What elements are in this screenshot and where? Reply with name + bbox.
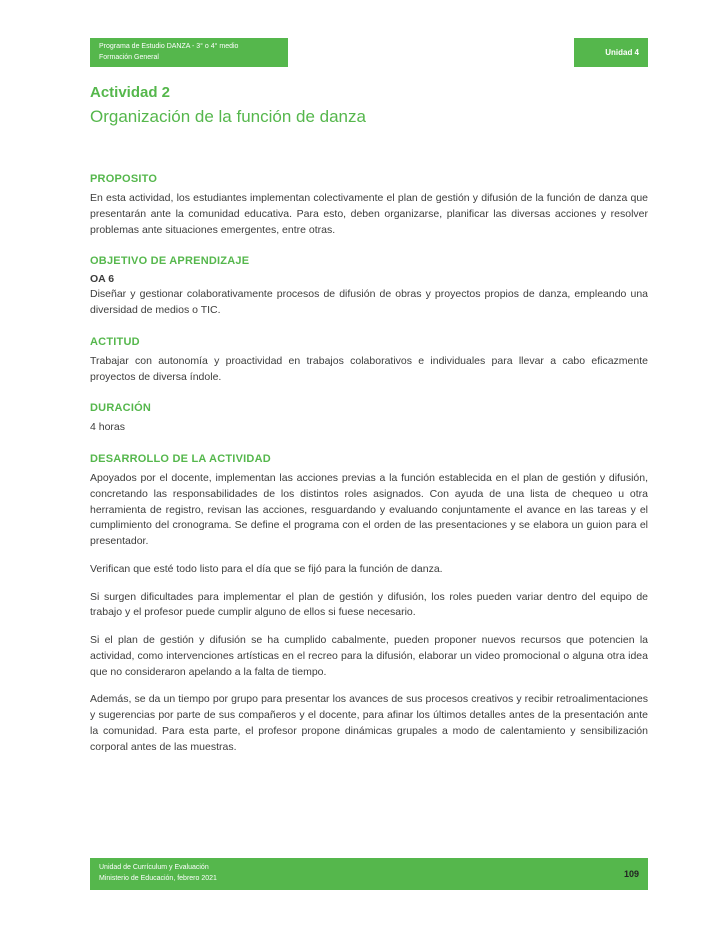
page-header xyxy=(90,38,648,67)
activity-name: Organización de la función de danza xyxy=(90,107,366,126)
header-program-title: Programa de Estudio DANZA - 3° o 4° medio xyxy=(99,43,239,50)
footer-line-2: Ministerio de Educación, febrero 2021 xyxy=(99,875,217,882)
desarrollo-paragraph-1: Apoyados por el docente, implementan las acciones previas a la función establecida en el plan de gestión y difusión, concretando las responsabilidades de los distintos roles asignados. Con ayuda de una lista de chequeo u otra herramienta de registro, revisan las acciones, resguardando y evaluando conjuntamente el avance en las tareas y el cumplimiento del cronograma. Se define el programa con el orden de las presentaciones y se elabora un guion para el presentador. xyxy=(90,472,648,547)
footer-publisher xyxy=(99,863,217,885)
section-duracion xyxy=(90,402,648,436)
actitud-paragraph: Trabajar con autonomía y proactividad en trabajos colaborativos e individuales para llevar a cabo eficazmente proyectos de diversa índole. xyxy=(90,354,648,383)
section-heading-proposito: PROPOSITO xyxy=(90,173,158,185)
section-desarrollo xyxy=(90,453,648,755)
duracion-value: 4 horas xyxy=(90,421,126,434)
objetivo-paragraph: Diseñar y gestionar colaborativamente procesos de difusión de obras y proyectos propios de danza, empleando una diversidad de medios o TIC. xyxy=(90,288,648,316)
proposito-paragraph: En esta actividad, los estudiantes implementan colectivamente el plan de gestión y difusión de la función de danza que presentarán ante la comunidad educativa. Para esto, deben organizarse, planificar las diversas acciones y resolver problemas ante situaciones emergentes, entre otras. xyxy=(90,192,648,236)
section-heading-objetivo: OBJETIVO DE APRENDIZAJE xyxy=(90,255,250,268)
activity-title: Actividad 2 xyxy=(90,84,171,101)
section-heading-actitud: ACTITUD xyxy=(90,335,140,348)
page-content xyxy=(90,84,648,772)
header-program-badge xyxy=(90,38,288,67)
section-actitud xyxy=(90,336,648,386)
section-heading-duracion: DURACIÓN xyxy=(90,402,152,415)
section-proposito xyxy=(90,173,648,238)
section-objetivo-aprendizaje xyxy=(90,255,648,319)
page-footer xyxy=(90,858,648,890)
header-program-subtitle: Formación General xyxy=(99,53,159,61)
desarrollo-paragraph-4: Si el plan de gestión y difusión se ha cumplido cabalmente, pueden proponer nuevos recursos que potencien la actividad, como intervenciones artísticas en el recreo para la difusión, elaborar un video promocional o alguna otra idea que no consideraron apelando a la falta de tiempo. xyxy=(90,634,648,678)
header-unit-badge xyxy=(574,38,648,67)
page-number: 109 xyxy=(623,869,639,879)
section-heading-desarrollo: DESARROLLO DE LA ACTIVIDAD xyxy=(90,453,271,465)
desarrollo-paragraph-2: Verifican que esté todo listo para el día que se fijó para la función de danza. xyxy=(90,562,443,575)
oa-code: OA 6 xyxy=(90,273,115,286)
desarrollo-paragraph-3: Si surgen dificultades para implementar el plan de gestión y difusión, los roles pueden variar dentro del equipo de trabajo y el profesor puede cumplir alguno de ellos si fuese necesario. xyxy=(90,590,648,619)
desarrollo-paragraph-5: Además, se da un tiempo por grupo para presentar los avances de sus procesos creativos y recibir retroalimentaciones y sugerencias por parte de sus compañeros y el docente, para afinar los últimos detalles antes de la presentación ante la comunidad. Para esta parte, el profesor propone dinámicas grupales a modo de calentamiento y sensibilización corporal antes de las muestras. xyxy=(90,693,648,753)
header-unit-label: Unidad 4 xyxy=(605,48,639,57)
footer-line-1: Unidad de Currículum y Evaluación xyxy=(99,864,209,872)
